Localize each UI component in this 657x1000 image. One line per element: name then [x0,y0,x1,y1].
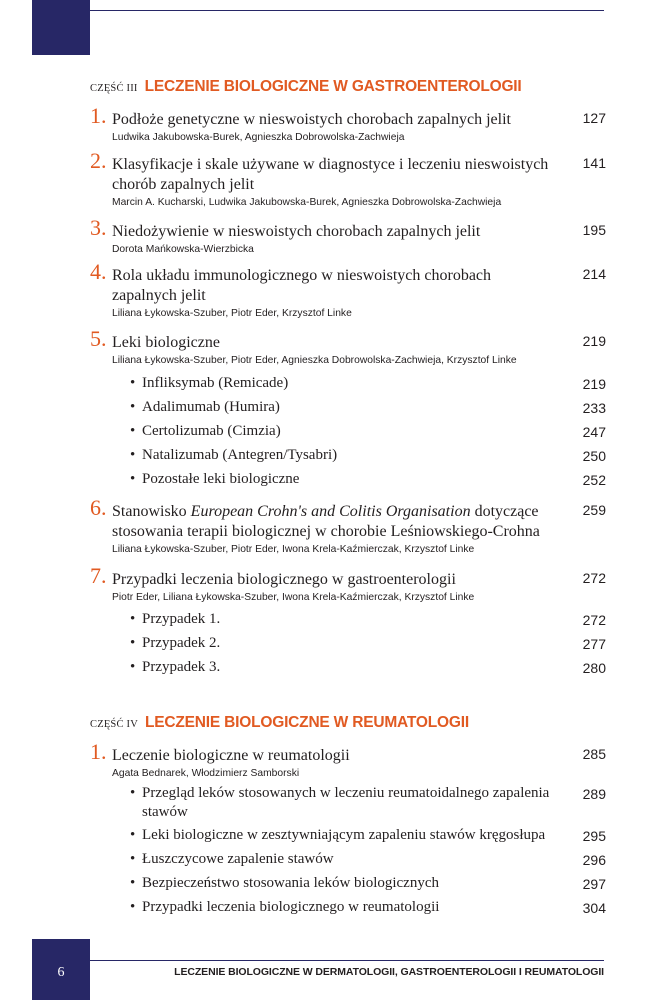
chapter-title: Leki biologiczne [112,334,220,351]
chapter-title-text: dotyczące stosowania terapii biologicznej w chorobie Leśniowskiego-Crohna [112,503,540,540]
chapter-entry[interactable] [90,495,606,556]
subsection-title: Łuszczycowe zapalenie stawów [142,851,334,867]
chapter-page: 141 [582,155,606,171]
subsection-title: Przypadek 2. [142,635,221,651]
chapter-page: 272 [582,570,606,586]
subsection-page: 219 [582,376,606,392]
chapter-number: 7. [90,563,107,588]
subsection-entry[interactable] [130,446,606,465]
bullet: • [130,375,136,391]
chapter-title: Niedożywienie w nieswoistych chorobach zapalnych jelit [112,223,481,240]
chapter-number: 4. [90,259,107,284]
chapter-entry[interactable] [90,326,606,367]
subsection-page: 289 [582,786,606,802]
chapter-title [112,502,606,542]
chapter-authors: Agata Bednarek, Włodzimierz Samborski [112,768,300,779]
subsection-entry[interactable] [130,850,606,869]
bullet: • [130,899,136,915]
subsection-entry[interactable] [130,658,606,677]
part-title: LECZENIE BIOLOGICZNE W GASTROENTEROLOGII [144,78,522,95]
subsection-entry[interactable] [130,610,606,629]
subsection-page: 233 [582,400,606,416]
chapter-page: 195 [582,222,606,238]
bullet: • [130,659,136,675]
chapter-number: 3. [90,215,107,240]
bullet: • [130,875,136,891]
chapter-authors: Ludwika Jakubowska-Burek, Agnieszka Dobrowolska-Zachwieja [112,132,405,143]
subsection-entry[interactable] [130,784,606,822]
chapter-entry[interactable] [90,215,606,256]
subsection-entry[interactable] [130,634,606,653]
chapter-authors: Liliana Łykowska-Szuber, Piotr Eder, Krzysztof Linke [112,308,352,319]
chapter-page: 127 [582,110,606,126]
part-title: LECZENIE BIOLOGICZNE W REUMATOLOGII [144,714,469,731]
subsection-entry[interactable] [130,398,606,417]
subsection-title: Przypadek 3. [142,659,221,675]
chapter-title: Leczenie biologiczne w reumatologii [112,747,350,764]
part-header [90,714,469,732]
chapter-number: 5. [90,326,107,351]
subsection-entry[interactable] [130,470,606,489]
chapter-entry[interactable] [90,148,606,209]
chapter-title: Klasyfikacje i skale używane w diagnostyce i leczeniu nieswoistych chorób zapalnych jelit [112,156,549,193]
chapter-title: Przypadki leczenia biologicznego w gastroenterologii [112,571,456,588]
chapter-authors: Liliana Łykowska-Szuber, Piotr Eder, Iwona Krela-Kaźmierczak, Krzysztof Linke [112,544,475,555]
subsection-title: Przypadek 1. [142,611,221,627]
bullet: • [130,785,136,801]
subsection-page: 277 [582,636,606,652]
bullet: • [130,635,136,651]
subsection-page: 304 [582,900,606,916]
part-header [90,78,522,96]
chapter-page: 219 [582,333,606,349]
corner-block-top [32,0,90,55]
subsection-title: Przegląd leków stosowanych w leczeniu reumatoidalnego zapalenia stawów [142,785,550,820]
chapter-page: 285 [582,746,606,762]
chapter-page: 259 [582,502,606,518]
chapter-title: Podłoże genetyczne w nieswoistych chorobach zapalnych jelit [112,111,511,128]
chapter-authors: Liliana Łykowska-Szuber, Piotr Eder, Agnieszka Dobrowolska-Zachwieja, Krzysztof Linke [112,355,517,366]
chapter-number: 6. [90,495,107,520]
chapter-title-text: Stanowisko [112,503,191,520]
chapter-entry[interactable] [90,259,606,320]
chapter-page: 214 [582,266,606,282]
subsection-entry[interactable] [130,898,606,917]
subsection-title: Natalizumab (Antegren/Tysabri) [142,447,338,463]
chapter-entry[interactable] [90,103,606,144]
chapter-title: Rola układu immunologicznego w nieswoistych chorobach zapalnych jelit [112,267,492,304]
bullet: • [130,423,136,439]
subsection-entry[interactable] [130,874,606,893]
subsection-page: 296 [582,852,606,868]
running-footer: LECZENIE BIOLOGICZNE W DERMATOLOGII, GASTROENTEROLOGII I REUMATOLOGII [174,966,604,978]
page-number: 6 [57,965,65,980]
subsection-title: Pozostałe leki biologiczne [142,471,300,487]
subsection-page: 272 [582,612,606,628]
subsection-title: Infliksymab (Remicade) [142,375,289,391]
chapter-number: 2. [90,148,107,173]
bullet: • [130,611,136,627]
chapter-number: 1. [90,103,107,128]
subsection-title: Leki biologiczne w zesztywniającym zapaleniu stawów kręgosłupa [142,827,546,843]
part-label: CZĘŚĆ III [90,83,138,94]
subsection-title: Certolizumab (Cimzia) [142,423,281,439]
subsection-page: 252 [582,472,606,488]
bullet: • [130,471,136,487]
top-rule [90,10,604,11]
subsection-entry[interactable] [130,826,606,845]
subsection-page: 295 [582,828,606,844]
bullet: • [130,447,136,463]
chapter-number: 1. [90,739,107,764]
subsection-title: Adalimumab (Humira) [142,399,280,415]
subsection-page: 297 [582,876,606,892]
chapter-entry[interactable] [90,739,606,780]
bullet: • [130,399,136,415]
subsection-entry[interactable] [130,422,606,441]
chapter-authors: Dorota Mańkowska-Wierzbicka [112,244,254,255]
bullet: • [130,851,136,867]
bottom-rule [90,960,604,961]
subsection-title: Bezpieczeństwo stosowania leków biologicznych [142,875,439,891]
chapter-authors: Marcin A. Kucharski, Ludwika Jakubowska-Burek, Agnieszka Dobrowolska-Zachwieja [112,197,502,208]
subsection-page: 280 [582,660,606,676]
chapter-title-emphasis: European Crohn's and Colitis Organisation [190,503,471,520]
subsection-page: 247 [582,424,606,440]
chapter-entry[interactable] [90,563,606,604]
part-label: CZĘŚĆ IV [90,719,138,730]
subsection-entry[interactable] [130,374,606,393]
subsection-title: Przypadki leczenia biologicznego w reumatologii [142,899,440,915]
bullet: • [130,827,136,843]
chapter-authors: Piotr Eder, Liliana Łykowska-Szuber, Iwona Krela-Kaźmierczak, Krzysztof Linke [112,592,475,603]
subsection-page: 250 [582,448,606,464]
